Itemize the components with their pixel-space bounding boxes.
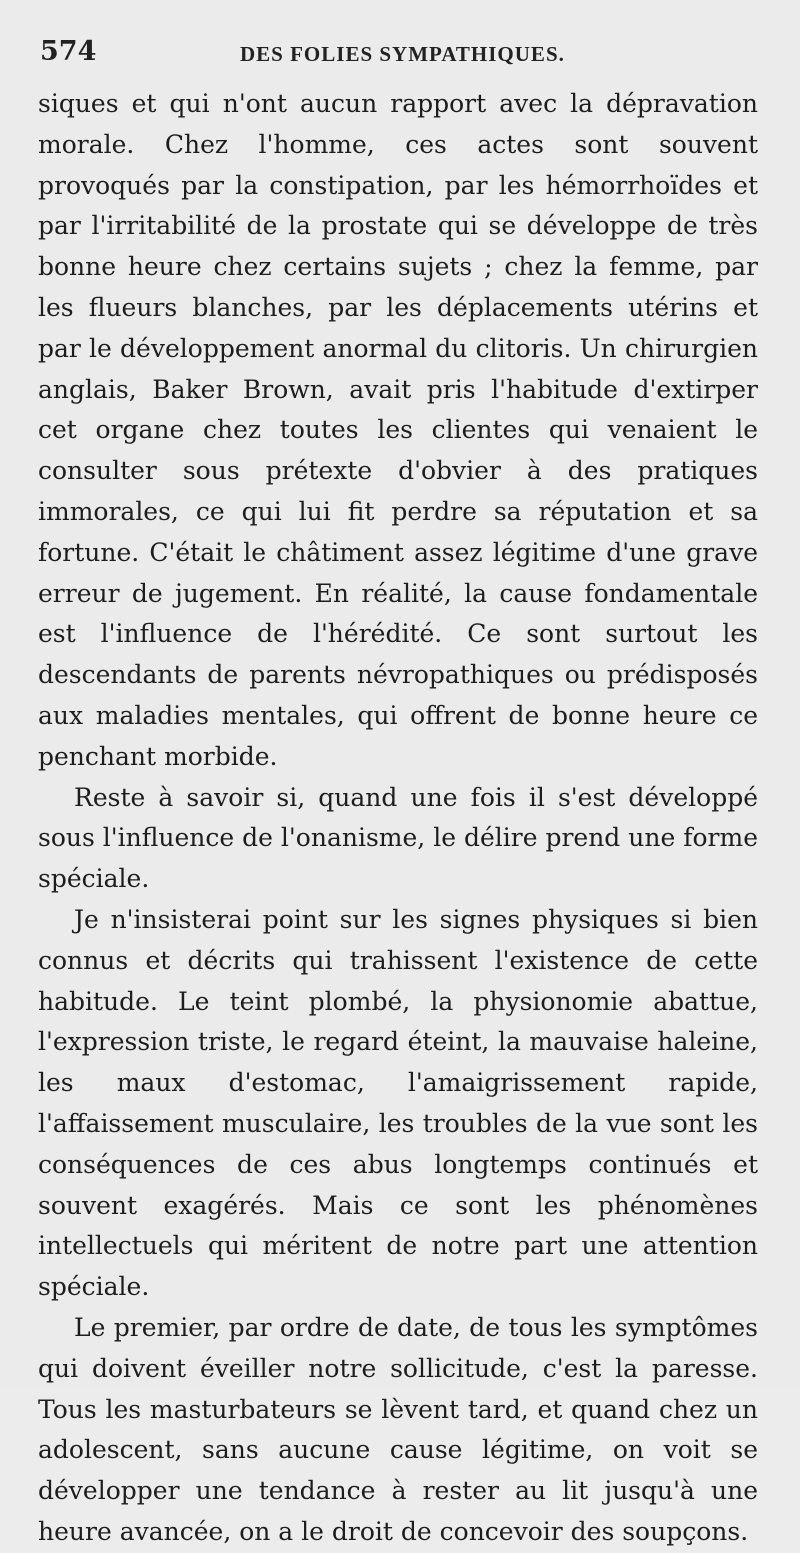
body-text	[38, 84, 758, 1553]
running-title: DES FOLIES SYMPATHIQUES.	[240, 42, 565, 66]
page-header	[40, 36, 755, 76]
paragraph: Je n'insisterai point sur les signes physiques si bien connus et décrits qui trahissent l'existence de cette habitude. Le teint plombé, la physionomie abattue, l'expression triste, le regard éteint, la mauvaise haleine, les maux d'estomac, l'amaigrissement rapide, l'affaissement musculaire, les troubles de la vue sont les conséquences de ces abus longtemps continués et souvent exagérés. Mais ce sont les phénomènes intellectuels qui méritent de notre part une attention spéciale.	[38, 904, 758, 1302]
paragraph: Reste à savoir si, quand une fois il s'est développé sous l'influence de l'onanisme, le délire prend une forme spéciale.	[38, 782, 758, 894]
paragraph: Le premier, par ordre de date, de tous les symptômes qui doivent éveiller notre sollicitude, c'est la paresse. Tous les masturbateurs se lèvent tard, et quand chez un adolescent, sans aucune cause légitime, on voit se développer une tendance à rester au lit jusqu'à une heure avancée, on a le droit de concevoir des soupçons.	[38, 1312, 758, 1546]
page-number: 574	[40, 36, 97, 67]
paragraph-continuation: siques et qui n'ont aucun rapport avec la dépravation morale. Chez l'homme, ces actes sont souvent provoqués par la constipation, par les hémorrhoïdes et par l'irritabilité de la prostate qui se développe de très bonne heure chez certains sujets ; chez la femme, par les flueurs blanches, par les déplacements utérins et par le développement anormal du clitoris. Un chirurgien anglais, Baker Brown, avait pris l'habitude d'extirper cet organe chez toutes les clientes qui venaient le consulter sous prétexte d'obvier à des pratiques immorales, ce qui lui fit perdre sa réputation et sa fortune. C'était le châtiment assez légitime d'une grave erreur de jugement. En réalité, la cause fondamentale est l'influence de l'hérédité. Ce sont surtout les descendants de parents névropathiques ou prédisposés aux maladies mentales, qui offrent de bonne heure ce penchant morbide.	[38, 89, 758, 771]
